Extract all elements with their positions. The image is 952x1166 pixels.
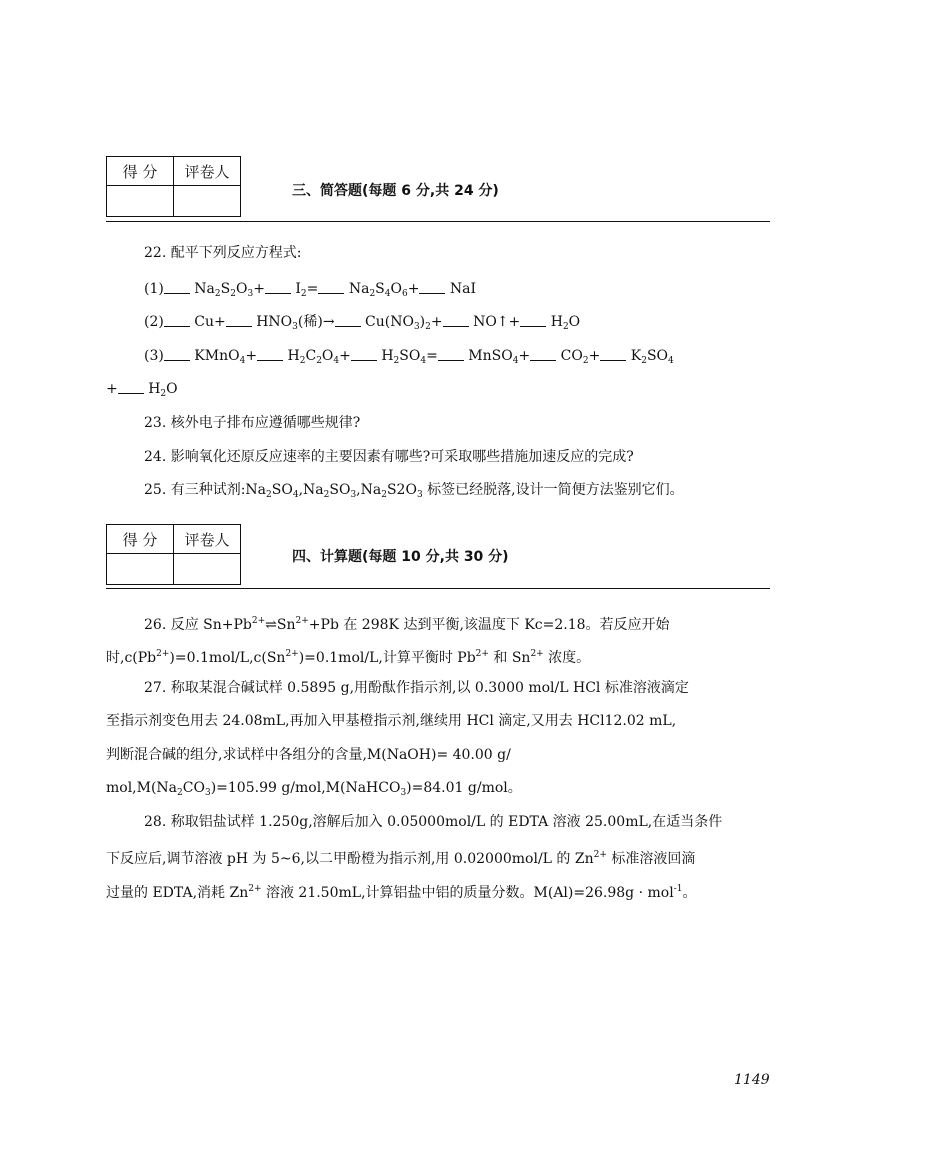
score-table-section-4 (106, 524, 241, 585)
question-28-line-3: 过量的 EDTA,消耗 $Zn^{2+}$ 溶液 21.50mL,计算铝盐中铝的质量分数。M(Al)=26.98g · mol$^{-1}$。 (106, 884, 697, 901)
equation-1: (1) $Na_2S_2O_3+ I_2= Na_2S_4O_6+$ NaI (144, 281, 477, 299)
question-27-line-1: 27. 称取某混合碱试样 0.5895 g,用酚酞作指示剂,以 0.3000 mol/L HCl 标准溶液滴定 (144, 680, 689, 696)
equation-3-line-2: + $H_2O$ (106, 381, 178, 399)
section-3-divider (106, 221, 770, 222)
question-28-line-1: 28. 称取铝盐试样 1.250g,溶解后加入 0.05000mol/L 的 EDTA 溶液 25.00mL,在适当条件 (144, 814, 723, 830)
equation-2: (2) $Cu+ HNO_3$(稀)→ $Cu(NO_3)_2+$ NO↑+ $H_2O$ (144, 314, 581, 332)
section-4-divider (106, 588, 770, 589)
question-26-line-1: 26. 反应 $Sn+Pb^{2+}\rightleftharpoons Sn^{2+}+Pb$ 在 298K 达到平衡,该温度下 Kc=2.18。若反应开始 (144, 616, 670, 633)
grader-cell (174, 186, 241, 217)
question-28-line-2: 下反应后,调节溶液 pH 为 5~6,以二甲酚橙为指示剂,用 0.02000mol/L 的 $Zn^{2+}$ 标准溶液回滴 (106, 850, 696, 867)
question-23: 23. 核外电子排布应遵循哪些规律? (144, 415, 361, 431)
score-header: 得 分 (107, 157, 174, 186)
score-table-section-3 (106, 156, 241, 217)
equation-3-line-1: (3) KMnO$_4$+ $H_2C_2O_4+ H_2SO_4=$ MnSO$_4$+ $CO_2+ K_2SO_4$ (144, 348, 674, 366)
question-24: 24. 影响氧化还原反应速率的主要因素有哪些?可采取哪些措施加速反应的完成? (144, 449, 634, 465)
section-3-title: 三、简答题(每题 6 分,共 24 分) (292, 183, 499, 199)
question-25: 25. 有三种试剂$:Na_2SO_4,Na_2SO_3,Na_2S2O_3$ 标签已经脱落,设计一简便方法鉴别它们。 (144, 482, 684, 500)
question-22-stem: 22. 配平下列反应方程式: (144, 245, 302, 261)
grader-header: 评卷人 (174, 157, 241, 186)
grader-header: 评卷人 (174, 525, 241, 554)
question-27-line-3: 判断混合碱的组分,求试样中各组分的含量,M(NaOH)= 40.00 g/ (106, 747, 511, 763)
question-27-line-2: 至指示剂变色用去 24.08mL,再加入甲基橙指示剂,继续用 HCl 滴定,又用去 HCl12.02 mL, (106, 713, 677, 729)
question-26-line-2: 时$,c(Pb^{2+})=0.1mol/L,c(Sn^{2+})=0.1mol/L$,计算平衡时 $Pb^{2+}$ 和 $Sn^{2+}$ 浓度。 (106, 649, 591, 666)
score-cell (107, 554, 174, 585)
score-header: 得 分 (107, 525, 174, 554)
score-cell (107, 186, 174, 217)
page-number: 1149 (734, 1072, 770, 1088)
section-4-title: 四、计算题(每题 10 分,共 30 分) (292, 549, 509, 565)
grader-cell (174, 554, 241, 585)
question-27-line-4: $mol,M(Na_2CO_3)=105.99$ g/mol,M(NaHCO$_3$)=84.01 g/mol。 (106, 780, 522, 798)
